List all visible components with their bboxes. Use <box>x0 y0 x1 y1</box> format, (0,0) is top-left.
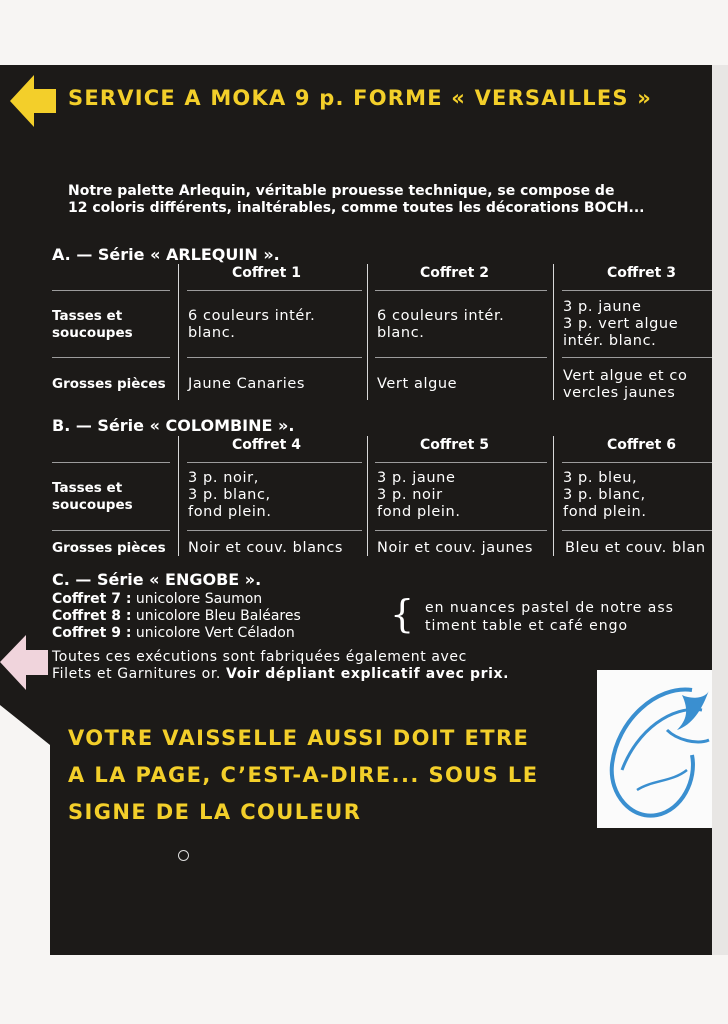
divider <box>375 530 547 531</box>
coffret-header: Coffret 6 <box>607 437 676 453</box>
ring-mark <box>178 850 189 861</box>
row-label-grosses: Grosses pièces <box>52 376 166 392</box>
divider <box>52 462 170 463</box>
column-rule <box>553 436 554 556</box>
row-label-tasses: Tasses et soucoupes <box>52 480 133 513</box>
coffret-header: Coffret 3 <box>607 265 676 281</box>
column-rule <box>178 264 179 400</box>
column-rule <box>367 264 368 400</box>
list-item: Coffret 7 : unicolore Saumon <box>52 591 263 607</box>
row-label-grosses: Grosses pièces <box>52 540 166 556</box>
page-edge <box>712 65 728 955</box>
divider <box>562 530 712 531</box>
divider <box>562 462 712 463</box>
divider <box>187 462 362 463</box>
cell: Noir et couv. jaunes <box>377 540 534 556</box>
divider <box>187 357 362 358</box>
footnote: Toutes ces exécutions sont fabriquées également avec Filets et Garnitures or. Voir dépliant explicatif avec prix. <box>52 649 510 682</box>
row-label-tasses: Tasses et soucoupes <box>52 308 133 341</box>
divider <box>52 290 170 291</box>
cell: 3 p. bleu, 3 p. blanc, fond plein. <box>563 470 647 520</box>
divider <box>375 462 547 463</box>
cell: 6 couleurs intér. blanc. <box>377 308 505 341</box>
cell: 3 p. jaune 3 p. vert algue intér. blanc. <box>563 299 679 349</box>
cell: Noir et couv. blancs <box>188 540 344 556</box>
divider <box>187 290 362 291</box>
divider <box>562 357 712 358</box>
column-rule <box>367 436 368 556</box>
divider <box>375 357 547 358</box>
slogan: VOTRE VAISSELLE AUSSI DOIT ETRE A LA PAGE, C’EST-A-DIRE... SOUS LE SIGNE DE LA COULEUR <box>68 726 539 824</box>
coffret-header: Coffret 4 <box>232 437 301 453</box>
divider <box>562 290 712 291</box>
series-a-heading: A. — Série « ARLEQUIN ». <box>52 245 280 264</box>
arrow-left-icon <box>10 75 56 127</box>
cell: 6 couleurs intér. blanc. <box>188 308 316 341</box>
cell: Bleu et couv. blan <box>565 540 706 556</box>
cell: Jaune Canaries <box>188 376 306 392</box>
series-c-heading: C. — Série « ENGOBE ». <box>52 570 262 589</box>
column-rule <box>553 264 554 400</box>
coffret-header: Coffret 5 <box>420 437 489 453</box>
boch-logo <box>597 670 712 828</box>
intro-text: Notre palette Arlequin, véritable prouesse technique, se compose de 12 coloris différents, inaltérables, comme toutes les décorations BOCH... <box>68 183 645 216</box>
cell: Vert algue <box>377 376 458 392</box>
arrow-left-icon <box>0 635 48 690</box>
list-item: Coffret 9 : unicolore Vert Céladon <box>52 625 295 641</box>
divider <box>52 530 170 531</box>
coffret-header: Coffret 1 <box>232 265 301 281</box>
nuance-text: en nuances pastel de notre ass timent table et café engo <box>425 600 674 634</box>
coffret-header: Coffret 2 <box>420 265 489 281</box>
cell: 3 p. jaune 3 p. noir fond plein. <box>377 470 461 520</box>
list-item: Coffret 8 : unicolore Bleu Baléares <box>52 608 301 624</box>
cell: 3 p. noir, 3 p. blanc, fond plein. <box>188 470 272 520</box>
divider <box>375 290 547 291</box>
swirl-logo-icon <box>597 670 712 828</box>
brace: { <box>390 592 415 636</box>
page-title: SERVICE A MOKA 9 p. FORME « VERSAILLES » <box>68 86 653 110</box>
divider <box>52 357 170 358</box>
column-rule <box>178 436 179 556</box>
divider <box>187 530 362 531</box>
series-b-heading: B. — Série « COLOMBINE ». <box>52 416 295 435</box>
cell: Vert algue et co vercles jaunes <box>563 368 688 401</box>
